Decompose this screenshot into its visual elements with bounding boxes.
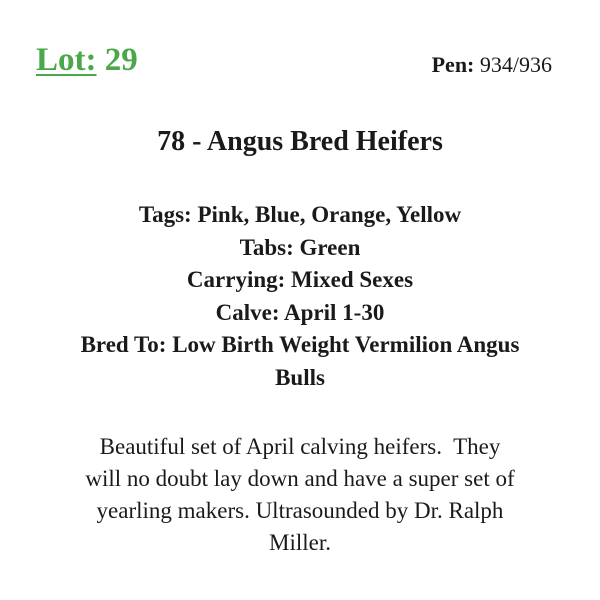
lot-details <box>0 199 600 394</box>
lot-description <box>40 431 560 559</box>
lot-title: 78 - Angus Bred Heifers <box>157 126 443 157</box>
tags-line: Tags: Pink, Blue, Orange, Yellow <box>138 202 462 227</box>
description-line: yearling makers. Ultrasounded by Dr. Ralph <box>96 498 504 523</box>
lot-label: Lot: <box>36 42 97 78</box>
description-line: Miller. <box>269 530 331 555</box>
calve-line: Calve: April 1-30 <box>215 299 385 325</box>
tabs-line: Tabs: Green <box>239 234 361 260</box>
bred-to-line-continued: Bulls <box>275 364 325 390</box>
carrying-line: Carrying: Mixed Sexes <box>186 267 414 292</box>
lot-header <box>0 0 600 100</box>
lot-number: 29 <box>104 42 138 78</box>
lot-heading <box>36 40 138 80</box>
pen-info <box>432 51 552 79</box>
description-line: Beautiful set of April calving heifers. They <box>99 434 501 459</box>
pen-label: Pen: <box>431 52 475 77</box>
bred-to-line: Bred To: Low Birth Weight Vermilion Angus <box>80 332 520 357</box>
description-line: will no doubt lay down and have a super set of <box>85 466 515 491</box>
pen-value: 934/936 <box>479 52 552 77</box>
